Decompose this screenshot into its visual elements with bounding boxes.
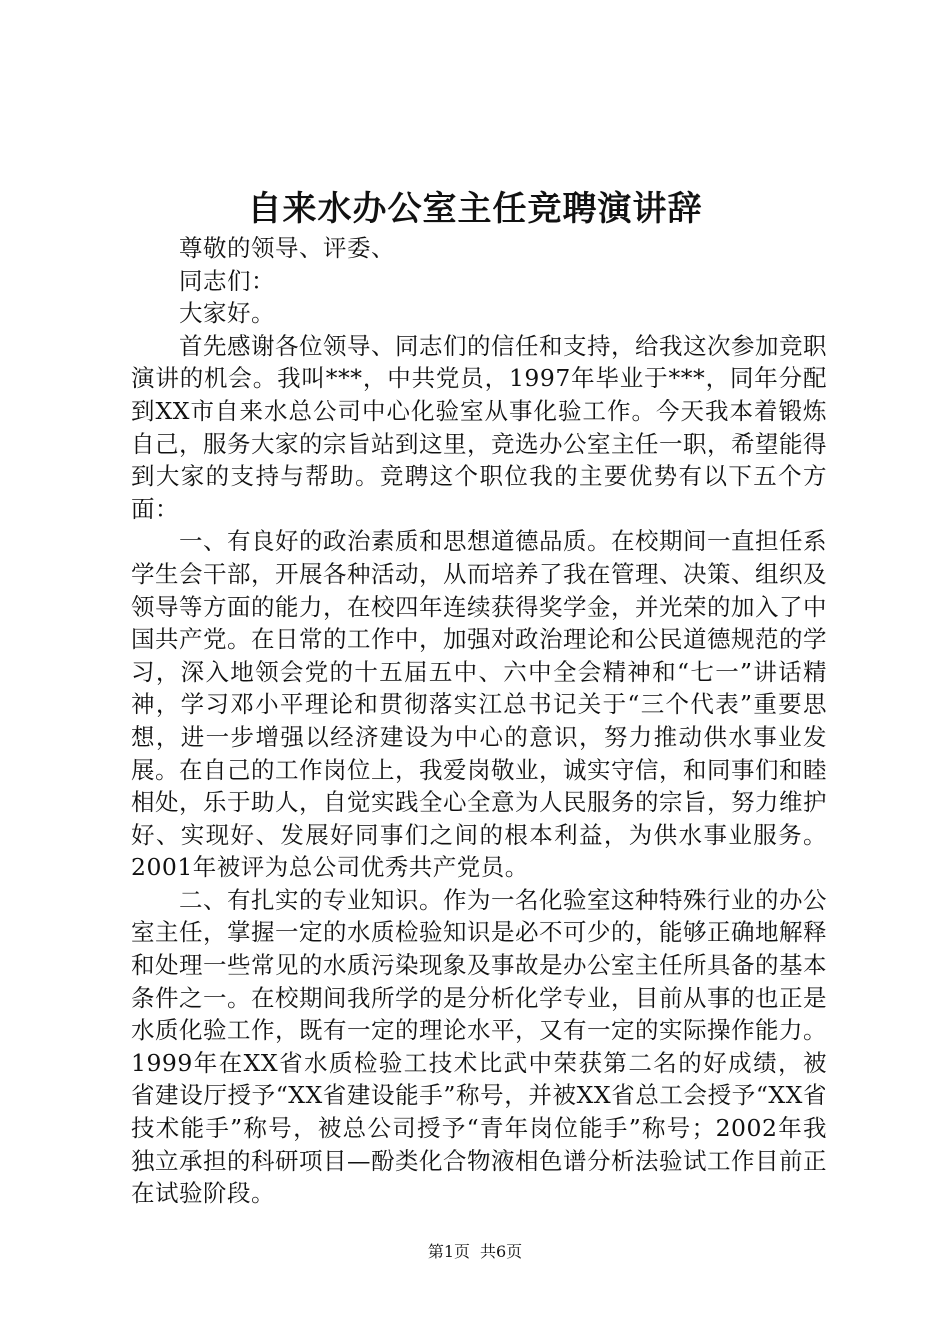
greeting-line: 大家好。	[179, 299, 275, 328]
page-total: 共6页	[480, 1242, 523, 1261]
point-two-paragraph: 二、有扎实的专业知识。作为一名化验室这种特殊行业的办公室主任，掌握一定的水质检验知识是必不可少的，能够正确地解释和处理一些常见的水质污染现象及事故是办公室主任所具备的基本条件之一。在校期间我所学的是分析化学专业，目前从事的也正是水质化验工作，既有一定的理论水平，又有一定的实际操作能力。1999年在XX省水质检验工技术比武中荣获第二名的好成绩，被省建设厅授予“XX省建设能手”称号，并被XX省总工会授予“XX省技术能手”称号，被总公司授予“青年岗位能手”称号；2002年我独立承担的科研项目—酚类化合物液相色谱分析法验试工作目前正在试验阶段。	[131, 885, 827, 1208]
salutation-line-2: 同志们：	[179, 266, 275, 295]
document-body	[131, 232, 827, 1210]
point-one-paragraph: 一、有良好的政治素质和思想道德品质。在校期间一直担任系学生会干部，开展各种活动，从而培养了我在管理、决策、组织及领导等方面的能力，在校四年连续获得奖学金，并光荣的加入了中国共产党。在日常的工作中，加强对政治理论和公民道德规范的学习，深入地领会党的十五届五中、六中全会精神和“七一”讲话精神，学习邓小平理论和贯彻落实江总书记关于“三个代表”重要思想，进一步增强以经济建设为中心的意识，努力推动供水事业发展。在自己的工作岗位上，我爱岗敬业，诚实守信，和同事们和睦相处，乐于助人，自觉实践全心全意为人民服务的宗旨，努力维护好、实现好、发展好同事们之间的根本利益，为供水事业服务。2001年被评为总公司优秀共产党员。	[131, 527, 827, 882]
salutation-line-1: 尊敬的领导、评委、	[179, 234, 395, 262]
page-footer	[0, 1240, 950, 1264]
page-number: 第1页	[427, 1242, 470, 1261]
intro-paragraph: 首先感谢各位领导、同志们的信任和支持，给我这次参加竞职演讲的机会。我叫***，中共党员，1997年毕业于***，同年分配到XX市自来水总公司中心化验室从事化验工作。今天我本着锻炼自己，服务大家的宗旨站到这里，竞选办公室主任一职，希望能得到大家的支持与帮助。竞聘这个职位我的主要优势有以下五个方面：	[131, 331, 827, 523]
document-title: 自来水办公室主任竞聘演讲辞	[247, 189, 703, 229]
